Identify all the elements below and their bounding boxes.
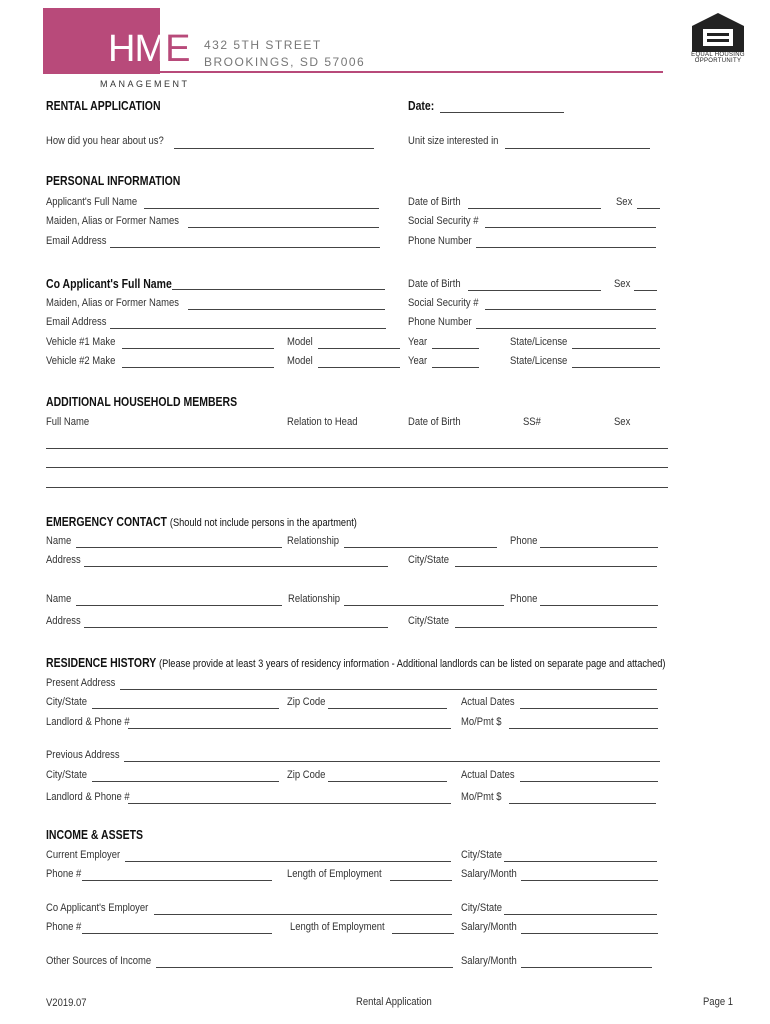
ec2-phone-label: Phone: [510, 593, 538, 605]
co-employer-city-field[interactable]: [504, 914, 657, 915]
eho-line-2: OPPORTUNITY: [694, 58, 742, 64]
co-sex-field[interactable]: [634, 290, 657, 291]
co-employer-field[interactable]: [154, 914, 452, 915]
sex-label: Sex: [616, 196, 633, 208]
logo-letter-e: E: [165, 28, 190, 70]
ec2-address-field[interactable]: [84, 627, 388, 628]
r2-zip-field[interactable]: [328, 781, 447, 782]
co-email-label: Email Address: [46, 316, 107, 328]
vehicle1-year-label: Year: [408, 336, 428, 348]
ec1-address-field[interactable]: [84, 566, 388, 567]
vehicle2-make-field[interactable]: [122, 367, 274, 368]
present-address-field[interactable]: [120, 689, 657, 690]
vehicle1-year-field[interactable]: [432, 348, 479, 349]
maiden-field[interactable]: [188, 227, 379, 228]
ec1-address-label: Address: [46, 554, 81, 566]
co-applicant-name-field[interactable]: [172, 289, 385, 290]
residence-note: (Please provide at least 3 years of residency information - Additional landlords can be listed on separate page and attached): [159, 658, 666, 670]
employment-length-field[interactable]: [390, 880, 452, 881]
co-employment-length-label: Length of Employment: [290, 921, 385, 933]
personal-heading: PERSONAL INFORMATION: [46, 174, 181, 188]
ec1-city-label: City/State: [408, 554, 450, 566]
address-line-2: BROOKINGS, SD 57006: [204, 55, 366, 69]
phone-field[interactable]: [476, 247, 656, 248]
ec2-phone-field[interactable]: [540, 605, 658, 606]
co-dob-label: Date of Birth: [408, 278, 461, 290]
vehicle2-model-label: Model: [287, 355, 313, 367]
previous-address-label: Previous Address: [46, 749, 120, 761]
email-field[interactable]: [110, 247, 380, 248]
ec1-name-label: Name: [46, 535, 72, 547]
date-field[interactable]: [440, 112, 564, 113]
ec2-name-label: Name: [46, 593, 72, 605]
employer-field[interactable]: [125, 861, 451, 862]
email-label: Email Address: [46, 235, 107, 247]
other-income-label: Other Sources of Income: [46, 955, 152, 967]
vehicle1-license-label: State/License: [510, 336, 568, 348]
employment-length-label: Length of Employment: [287, 868, 382, 880]
co-ssn-field[interactable]: [485, 309, 656, 310]
version-label: V2019.07: [46, 997, 87, 1009]
ec1-phone-label: Phone: [510, 535, 538, 547]
r2-pmt-label: Mo/Pmt $: [461, 791, 502, 803]
employer-label: Current Employer: [46, 849, 121, 861]
co-phone-field[interactable]: [476, 328, 656, 329]
co-phone-label: Phone Number: [408, 316, 472, 328]
co-salary-field[interactable]: [521, 933, 658, 934]
footer-title: Rental Application: [356, 996, 432, 1008]
unit-field[interactable]: [505, 148, 650, 149]
r1-zip-label: Zip Code: [287, 696, 326, 708]
salary-field[interactable]: [521, 880, 658, 881]
employer-city-field[interactable]: [504, 861, 657, 862]
ssn-field[interactable]: [485, 227, 656, 228]
emergency-note: (Should not include persons in the apartment): [169, 517, 357, 529]
co-dob-field[interactable]: [468, 290, 601, 291]
vehicle2-license-field[interactable]: [572, 367, 660, 368]
co-salary-label: Salary/Month: [461, 921, 517, 933]
r1-dates-label: Actual Dates: [461, 696, 515, 708]
co-employer-city-label: City/State: [461, 902, 503, 914]
ec1-relationship-field[interactable]: [344, 547, 497, 548]
logo-letters: HM: [108, 28, 166, 70]
applicant-name-field[interactable]: [144, 208, 379, 209]
house-icon: [691, 12, 745, 52]
vehicle2-license-label: State/License: [510, 355, 568, 367]
address-line-1: 432 5TH STREET: [204, 38, 322, 52]
household-heading: ADDITIONAL HOUSEHOLD MEMBERS: [46, 395, 238, 409]
salary-label: Salary/Month: [461, 868, 517, 880]
ec2-address-label: Address: [46, 615, 81, 627]
co-employer-phone-label: Phone #: [46, 921, 82, 933]
sex-field[interactable]: [637, 208, 660, 209]
co-applicant-name-label: Co Applicant's Full Name: [46, 277, 172, 291]
r2-zip-label: Zip Code: [287, 769, 326, 781]
r2-city-field[interactable]: [92, 781, 279, 782]
previous-address-field[interactable]: [124, 761, 660, 762]
other-income-field[interactable]: [156, 967, 453, 968]
co-maiden-field[interactable]: [188, 309, 385, 310]
other-salary-label: Salary/Month: [461, 955, 517, 967]
vehicle1-make-label: Vehicle #1 Make: [46, 336, 116, 348]
co-maiden-label: Maiden, Alias or Former Names: [46, 297, 180, 309]
eho-line-1: EQUAL HOUSING: [691, 52, 745, 58]
emergency-heading: [46, 515, 357, 530]
page-number: Page 1: [703, 996, 733, 1008]
maiden-label: Maiden, Alias or Former Names: [46, 215, 180, 227]
employer-phone-field[interactable]: [82, 880, 272, 881]
vehicle1-model-label: Model: [287, 336, 313, 348]
dob-label: Date of Birth: [408, 196, 461, 208]
household-row-3[interactable]: [46, 487, 668, 488]
r1-city-field[interactable]: [92, 708, 279, 709]
ec2-city-label: City/State: [408, 615, 450, 627]
vehicle1-model-field[interactable]: [318, 348, 400, 349]
r2-landlord-field[interactable]: [128, 803, 451, 804]
vehicle2-year-label: Year: [408, 355, 428, 367]
co-employer-label: Co Applicant's Employer: [46, 902, 149, 914]
other-salary-field[interactable]: [521, 967, 652, 968]
form-title: RENTAL APPLICATION: [46, 99, 161, 113]
residence-heading: [46, 656, 665, 671]
header-rule: [160, 71, 663, 73]
household-row-1[interactable]: [46, 448, 668, 449]
co-ssn-label: Social Security #: [408, 297, 479, 309]
r1-city-label: City/State: [46, 696, 88, 708]
ec1-name-field[interactable]: [76, 547, 282, 548]
vehicle2-make-label: Vehicle #2 Make: [46, 355, 116, 367]
household-row-2[interactable]: [46, 467, 668, 468]
r2-landlord-label: Landlord & Phone #: [46, 791, 130, 803]
co-email-field[interactable]: [110, 328, 386, 329]
vehicle2-model-field[interactable]: [318, 367, 400, 368]
household-col-ss: SS#: [523, 416, 541, 428]
household-col-name: Full Name: [46, 416, 90, 428]
vehicle1-make-field[interactable]: [122, 348, 274, 349]
r1-dates-field[interactable]: [520, 708, 658, 709]
vehicle1-license-field[interactable]: [572, 348, 660, 349]
dob-field[interactable]: [468, 208, 601, 209]
logo-subtitle: MANAGEMENT: [100, 79, 190, 89]
r1-zip-field[interactable]: [328, 708, 447, 709]
co-employment-length-field[interactable]: [392, 933, 454, 934]
date-label: Date:: [408, 99, 435, 113]
ec1-city-field[interactable]: [455, 566, 657, 567]
ec2-city-field[interactable]: [455, 627, 657, 628]
ec1-relationship-label: Relationship: [287, 535, 340, 547]
company-logo: [108, 30, 189, 68]
r2-city-label: City/State: [46, 769, 88, 781]
employer-city-label: City/State: [461, 849, 503, 861]
ec1-phone-field[interactable]: [540, 547, 658, 548]
hear-label: How did you hear about us?: [46, 135, 164, 147]
r2-dates-field[interactable]: [520, 781, 658, 782]
household-col-dob: Date of Birth: [408, 416, 461, 428]
vehicle2-year-field[interactable]: [432, 367, 479, 368]
applicant-name-label: Applicant's Full Name: [46, 196, 138, 208]
ssn-label: Social Security #: [408, 215, 479, 227]
residence-heading-text: RESIDENCE HISTORY: [46, 656, 157, 670]
r1-pmt-field[interactable]: [509, 728, 658, 729]
ec2-relationship-field[interactable]: [344, 605, 504, 606]
phone-label: Phone Number: [408, 235, 472, 247]
co-sex-label: Sex: [614, 278, 631, 290]
ec2-name-field[interactable]: [76, 605, 282, 606]
household-col-sex: Sex: [614, 416, 631, 428]
r1-pmt-label: Mo/Pmt $: [461, 716, 502, 728]
r1-landlord-field[interactable]: [128, 728, 451, 729]
employer-phone-label: Phone #: [46, 868, 82, 880]
income-heading: INCOME & ASSETS: [46, 828, 144, 842]
household-col-relation: Relation to Head: [287, 416, 358, 428]
present-address-label: Present Address: [46, 677, 116, 689]
r2-dates-label: Actual Dates: [461, 769, 515, 781]
ec2-relationship-label: Relationship: [288, 593, 341, 605]
unit-label: Unit size interested in: [408, 135, 499, 147]
hear-field[interactable]: [174, 148, 374, 149]
r1-landlord-label: Landlord & Phone #: [46, 716, 130, 728]
equal-housing-logo: [690, 12, 746, 64]
r2-pmt-field[interactable]: [509, 803, 656, 804]
emergency-heading-text: EMERGENCY CONTACT: [46, 515, 167, 529]
co-employer-phone-field[interactable]: [82, 933, 272, 934]
